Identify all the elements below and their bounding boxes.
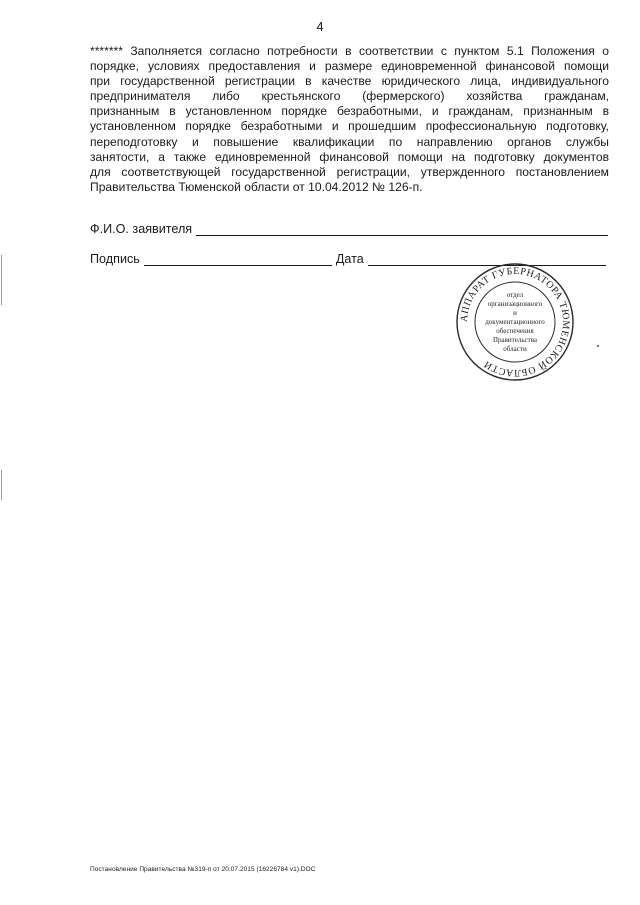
seal-inner-line: области [503,345,527,353]
footnote-line: порядке, условиях предоставления и размере единовременной финансовой помощи [90,59,609,74]
footnote-paragraph [90,44,609,195]
seal-outer-text: АППАРАТ ГУБЕРНАТОРА ТЮМЕНСКОЙ ОБЛАСТИ [458,265,572,379]
applicant-name-label: Ф.И.О. заявителя [90,222,193,236]
seal-inner-line: обеспечения [496,327,534,335]
seal-inner-line: организационного [487,300,543,308]
date-label: Дата [335,252,364,266]
footnote-line: установленном порядке безработными и прошедшим профессиональную подготовку, [90,119,609,134]
footnote-line: предпринимателя либо крестьянского (фермерского) хозяйства гражданам, [90,89,609,104]
scan-edge-mark [1,255,2,305]
footnote-line: Правительства Тюменской области от 10.04.2012 № 126-п. [90,179,423,194]
footnote-line: ******* Заполняется согласно потребности в соответствии с пунктом 5.1 Положения о [90,44,609,58]
signature-line[interactable] [144,253,332,266]
scan-edge-mark [1,470,2,500]
seal-inner-line: и [513,309,517,317]
official-seal [455,262,575,382]
footnote-line: при государственной регистрации в качестве юридического лица, индивидуального [90,74,609,89]
document-footer: Постановление Правительства №319-п от 20.07.2015 (16226784 v1).DOC [90,866,316,873]
applicant-name-row [90,222,608,236]
scan-speck [597,345,599,347]
seal-inner-line: Правительства [492,336,538,344]
footnote-line: переподготовку и повышение квалификации по направлению органов службы [90,134,609,149]
footnote-line: занятости, а также единовременной финансовой помощи на подготовку документов [90,149,609,164]
seal-inner-line: отдел [506,291,524,299]
footnote-line: для соответствующей государственной регистрации, утвержденного постановлением [90,164,609,179]
signature-label: Подпись [90,252,140,266]
page-number: 4 [316,19,324,34]
footnote-line: признанным в установленном порядке безработными, и гражданам, признанным в [90,104,609,119]
applicant-name-line[interactable] [196,223,608,236]
seal-inner-line: документационного [485,318,545,326]
